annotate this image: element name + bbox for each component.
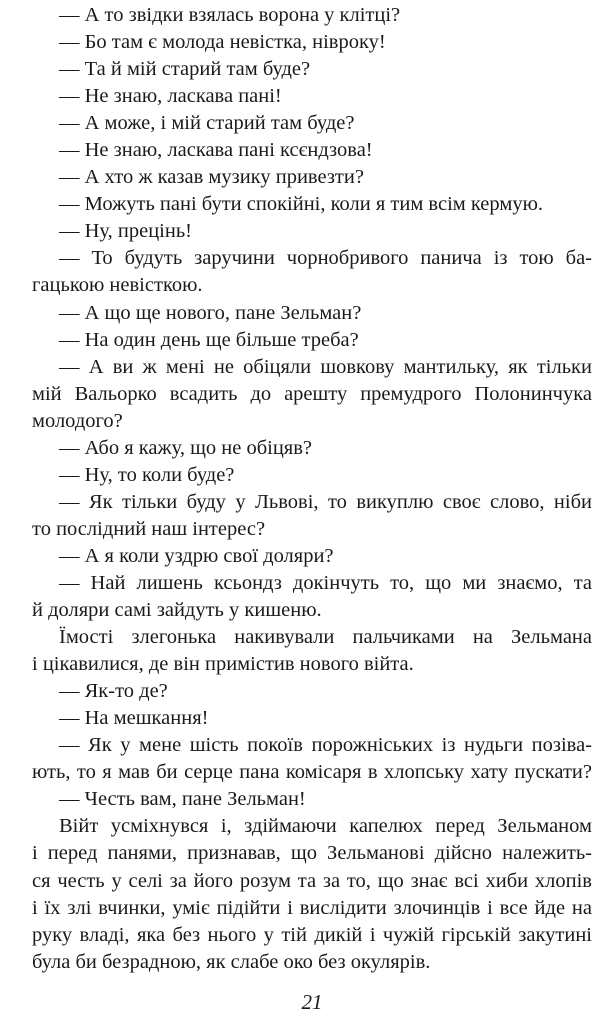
text-line: — Най лишень ксьондз докінчуть то, що ми знаємо, та <box>59 571 592 594</box>
text-line: руку владі, яка без нього у тій дикій і чужій гірській закутині <box>32 923 592 946</box>
page-body-text <box>32 2 592 976</box>
text-line: — Як-то де? <box>59 680 168 703</box>
text-line: Війт усміхнувся і, здіймаючи капелюх перед Зельманом <box>59 815 592 838</box>
text-line: Їмості злегонька накивували пальчиками на Зельмана <box>59 626 592 649</box>
text-line: то послідний наш інтерес? <box>32 517 266 540</box>
text-line: і їх злі вчинки, уміє підійти і вислідити злочинців і все йде на <box>32 896 592 919</box>
text-line: мій Вальорко всадить до арешту премудрого Полонинчука <box>32 382 592 405</box>
text-line: — На один день ще більше треба? <box>59 328 359 351</box>
text-line: і цікавилися, де він примістив нового війта. <box>32 653 414 676</box>
text-line: — Можуть пані бути спокійні, коли я тим всім кермую. <box>59 193 544 216</box>
text-line: була би безрадною, як слабе око без окулярів. <box>32 950 431 973</box>
text-line: — Як у мене шість покоїв порожніських із нудьги позіва- <box>59 734 592 757</box>
text-line: — А хто ж казав музику привезти? <box>59 166 364 189</box>
text-line: — То будуть заручини чорнобривого панича із тою ба- <box>59 247 592 270</box>
text-line: і перед панями, признавав, що Зельманові дійсно належить- <box>32 842 592 865</box>
text-line: молодого? <box>32 409 123 432</box>
text-line: гацькою невісткою. <box>32 274 203 297</box>
book-page <box>32 0 592 1024</box>
text-line: — Не знаю, ласкава пані! <box>59 85 282 108</box>
text-line: — Як тільки буду у Львові, то викуплю своє слово, ніби <box>59 490 592 513</box>
text-line: — Та й мій старий там буде? <box>59 58 311 81</box>
text-line: — Ну, то коли буде? <box>59 463 235 486</box>
text-line: ся честь у селі за його розум та за то, що знає всі хиби хлопів <box>32 869 592 892</box>
text-line: — А я коли уздрю свої доляри? <box>59 544 334 567</box>
text-line: — Не знаю, ласкава пані ксєндзова! <box>59 139 373 162</box>
page-number: 21 <box>301 990 323 1014</box>
text-line: — Або я кажу, що не обіцяв? <box>59 436 313 459</box>
text-line: — Бо там є молода невістка, нівроку! <box>59 31 386 54</box>
text-line: — Честь вам, пане Зельман! <box>59 788 306 811</box>
text-line: й доляри самі зайдуть у кишеню. <box>32 599 322 622</box>
text-line: ють, то я мав би серце пана комісаря в хлопську хату пускати? <box>32 761 592 784</box>
text-line: — А ви ж мені не обіцяли шовкову мантильку, як тільки <box>59 355 592 378</box>
text-line: — А то звідки взялась ворона у клітці? <box>59 4 401 26</box>
text-line: — А може, і мій старий там буде? <box>59 112 355 135</box>
text-line: — На мешкання! <box>59 707 209 730</box>
text-line: — А що ще нового, пане Зельман? <box>59 301 362 324</box>
text-line: — Ну, прецінь! <box>59 220 193 243</box>
